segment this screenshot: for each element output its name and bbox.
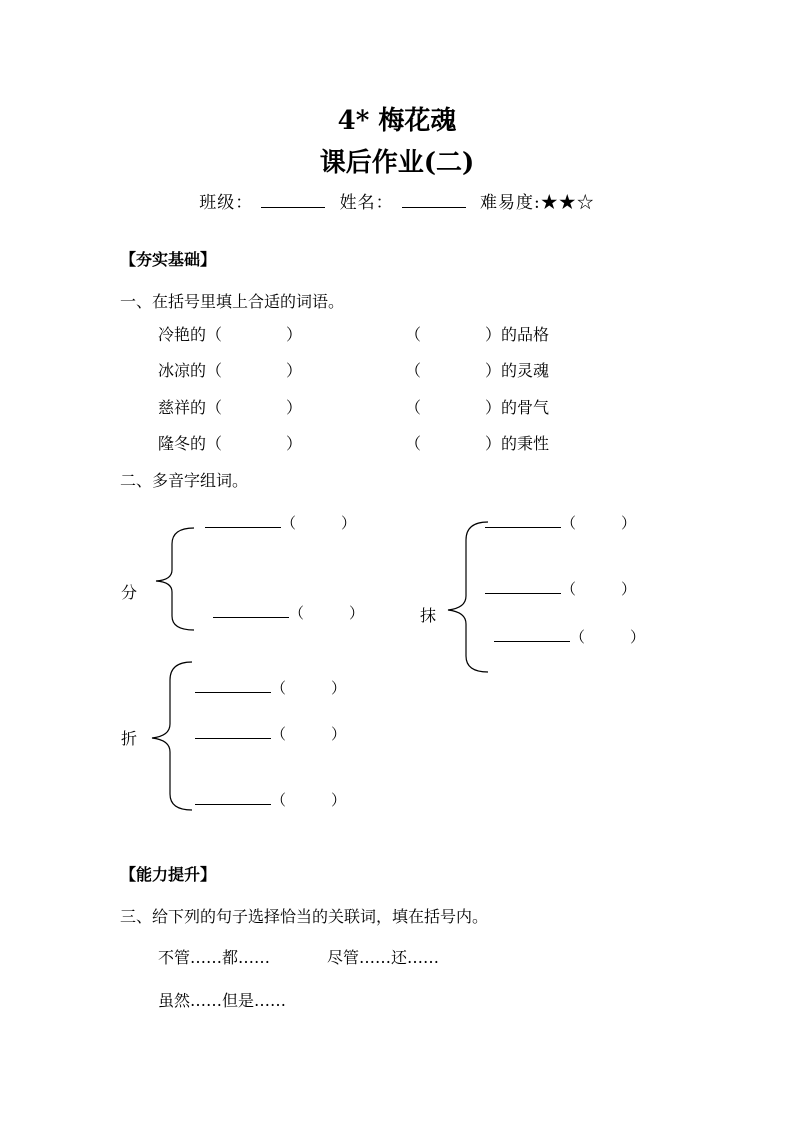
zhe-answer-3[interactable]: （ ） xyxy=(195,789,346,810)
q1-left-1[interactable]: 冷艳的（ ） xyxy=(158,325,303,344)
mo-answer-3[interactable]: （ ） xyxy=(494,626,645,647)
question-3-prompt: 三、给下列的句子选择恰当的关联词，填在括号内。 xyxy=(120,907,489,926)
fen-answer-1[interactable]: （ ） xyxy=(205,512,356,533)
class-blank[interactable] xyxy=(261,191,325,208)
difficulty-label: 难易度: xyxy=(480,193,541,213)
worksheet-title: 4* 梅花魂 xyxy=(337,106,457,136)
name-blank[interactable] xyxy=(402,191,466,208)
q1-left-2[interactable]: 冰凉的（ ） xyxy=(158,361,303,380)
polyphone-char-fen: 分 xyxy=(121,583,138,602)
question-1-prompt: 一、在括号里填上合适的词语。 xyxy=(120,292,345,311)
worksheet-subtitle: 课后作业(二) xyxy=(319,148,475,178)
mo-answer-2[interactable]: （ ） xyxy=(485,578,636,599)
difficulty-stars: ★★☆ xyxy=(540,193,595,213)
conjunction-option-3: 虽然……但是…… xyxy=(158,991,287,1010)
q1-right-1[interactable]: （ ）的品格 xyxy=(405,325,550,344)
q1-left-3[interactable]: 慈祥的（ ） xyxy=(158,398,303,417)
brace-zhe-icon xyxy=(148,658,198,816)
class-label: 班级： xyxy=(199,193,254,213)
section-advanced-title: 【能力提升】 xyxy=(120,865,217,884)
q1-left-4[interactable]: 隆冬的（ ） xyxy=(158,434,303,453)
name-label: 姓名： xyxy=(339,193,394,213)
question-2-prompt: 二、多音字组词。 xyxy=(120,471,249,490)
brace-fen-icon xyxy=(150,524,200,634)
zhe-answer-1[interactable]: （ ） xyxy=(195,677,346,698)
zhe-answer-2[interactable]: （ ） xyxy=(195,723,346,744)
q1-right-3[interactable]: （ ）的骨气 xyxy=(405,398,550,417)
polyphone-char-mo: 抹 xyxy=(420,606,437,625)
conjunction-option-2: 尽管……还…… xyxy=(327,948,440,967)
student-info-line xyxy=(0,188,794,213)
q1-right-2[interactable]: （ ）的灵魂 xyxy=(405,361,550,380)
polyphone-char-zhe: 折 xyxy=(121,729,138,748)
fen-answer-2[interactable]: （ ） xyxy=(213,602,364,623)
section-basic-title: 【夯实基础】 xyxy=(120,250,217,269)
q1-right-4[interactable]: （ ）的秉性 xyxy=(405,434,550,453)
conjunction-option-1: 不管……都…… xyxy=(158,948,271,967)
mo-answer-1[interactable]: （ ） xyxy=(485,512,636,533)
